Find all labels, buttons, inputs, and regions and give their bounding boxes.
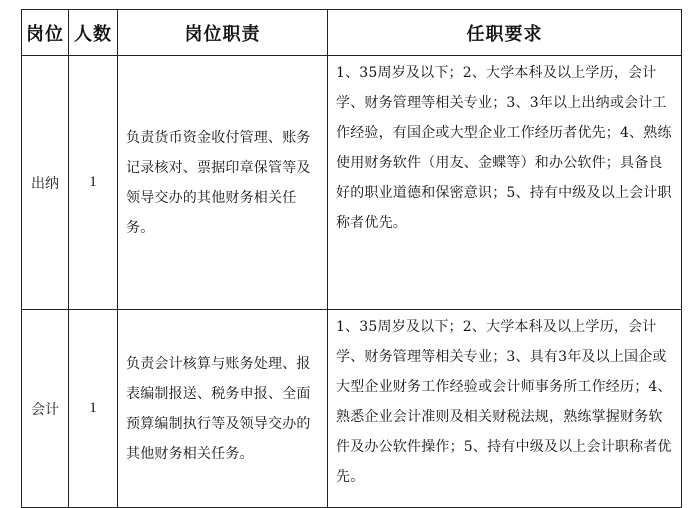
requirements-cell: 1、35周岁及以下；2、大学本科及以上学历，会计学、财务管理等相关专业；3、3年以上出纳或会计工作经验，有国企或大型企业工作经历者优先；4、熟练使用财务软件（用友、金蝶等）和办公软件；具备良好的职业道德和保密意识；5、持有中级及以上会计职称者优先。 <box>328 56 682 310</box>
count-cell: 1 <box>69 56 118 310</box>
requirements-cell: 1、35周岁及以下；2、大学本科及以上学历，会计学、财务管理等相关专业；3、具有3年及以上国企或大型企业财务工作经验或会计师事务所工作经历；4、熟悉企业会计准则及相关财税法规，熟练掌握财务软件及办公软件操作；5、持有中级及以上会计职称者优先。 <box>328 310 682 508</box>
table-row <box>22 56 682 310</box>
count-cell: 1 <box>69 310 118 508</box>
duties-cell: 负责货币资金收付管理、账务记录核对、票据印章保管等及领导交办的其他财务相关任务。 <box>118 56 328 310</box>
job-table <box>21 9 682 508</box>
header-requirements: 任职要求 <box>328 10 682 56</box>
header-count: 人数 <box>69 10 118 56</box>
position-cell: 会计 <box>22 310 69 508</box>
table-row <box>22 310 682 508</box>
header-duties: 岗位职责 <box>118 10 328 56</box>
position-cell: 出纳 <box>22 56 69 310</box>
table-header-row <box>22 10 682 56</box>
header-position: 岗位 <box>22 10 69 56</box>
duties-cell: 负责会计核算与账务处理、报表编制报送、税务申报、全面预算编制执行等及领导交办的其他财务相关任务。 <box>118 310 328 508</box>
